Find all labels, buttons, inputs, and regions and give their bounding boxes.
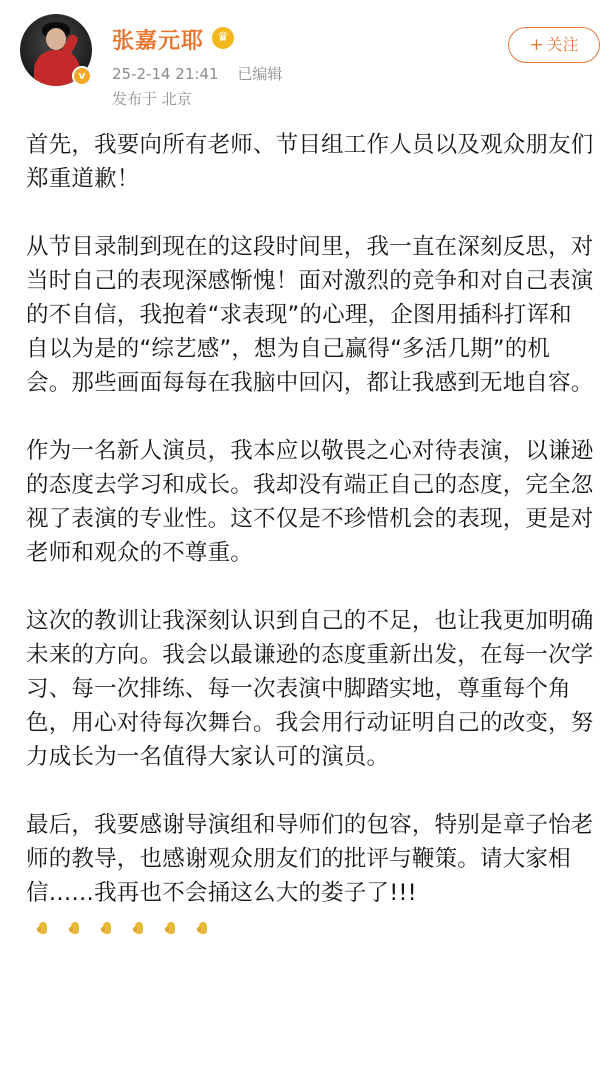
crown-icon[interactable]: ♛ — [212, 27, 234, 49]
plus-icon: + — [529, 35, 544, 55]
raised-hand-icon — [36, 920, 50, 936]
follow-button[interactable] — [508, 27, 600, 63]
post-location: 发布于 北京 — [112, 90, 192, 108]
raised-hand-icon — [164, 920, 178, 936]
edited-label[interactable]: 已编辑 — [237, 65, 283, 83]
raised-hand-icon — [196, 920, 210, 936]
raised-hand-icon — [100, 920, 114, 936]
post-paragraph: 首先，我要向所有老师、节目组工作人员以及观众朋友们郑重道歉！ — [26, 132, 594, 192]
post-paragraph: 这次的教训让我深刻认识到自己的不足，也让我更加明确未来的方向。我会以最谦逊的态度重新出发，在每一次学习、每一次排练、每一次表演中脚踏实地，尊重每个角色，用心对待每次舞台。我会用行动证明自己的改变，努力成长为一名值得大家认可的演员。 — [26, 608, 594, 770]
v-badge-icon: v — [72, 66, 92, 86]
post-header — [0, 0, 610, 118]
post-meta — [112, 63, 296, 84]
follow-label: 关注 — [546, 35, 579, 54]
post-timestamp: 25-2-14 21:41 — [112, 65, 219, 83]
post-paragraph: 最后，我要感谢导演组和导师们的包容，特别是章子怡老师的教导，也感谢观众朋友们的批评与鞭策。请大家相信……我再也不会捅这么大的娄子了!!! — [26, 812, 594, 906]
post-paragraph: 从节目录制到现在的这段时间里，我一直在深刻反思，对当时自己的表现深感惭愧！面对激烈的竞争和对自己表演的不自信，我抱着“求表现”的心理，企图用插科打诨和自以为是的“综艺感”，想为自己赢得“多活几期”的机会。那些画面每每在我脑中回闪，都让我感到无地自容。 — [26, 234, 594, 396]
post-content — [26, 128, 594, 945]
post-paragraph-last — [26, 808, 594, 945]
author-name[interactable]: 张嘉元耶 — [112, 29, 205, 54]
raised-hand-icon — [132, 920, 146, 936]
post-paragraph: 作为一名新人演员，我本应以敬畏之心对待表演，以谦逊的态度去学习和成长。我却没有端正自己的态度，完全忽视了表演的专业性。这不仅是不珍惜机会的表现，更是对老师和观众的不尊重。 — [26, 438, 594, 566]
emoji-row — [36, 911, 228, 945]
raised-hand-icon — [68, 920, 82, 936]
